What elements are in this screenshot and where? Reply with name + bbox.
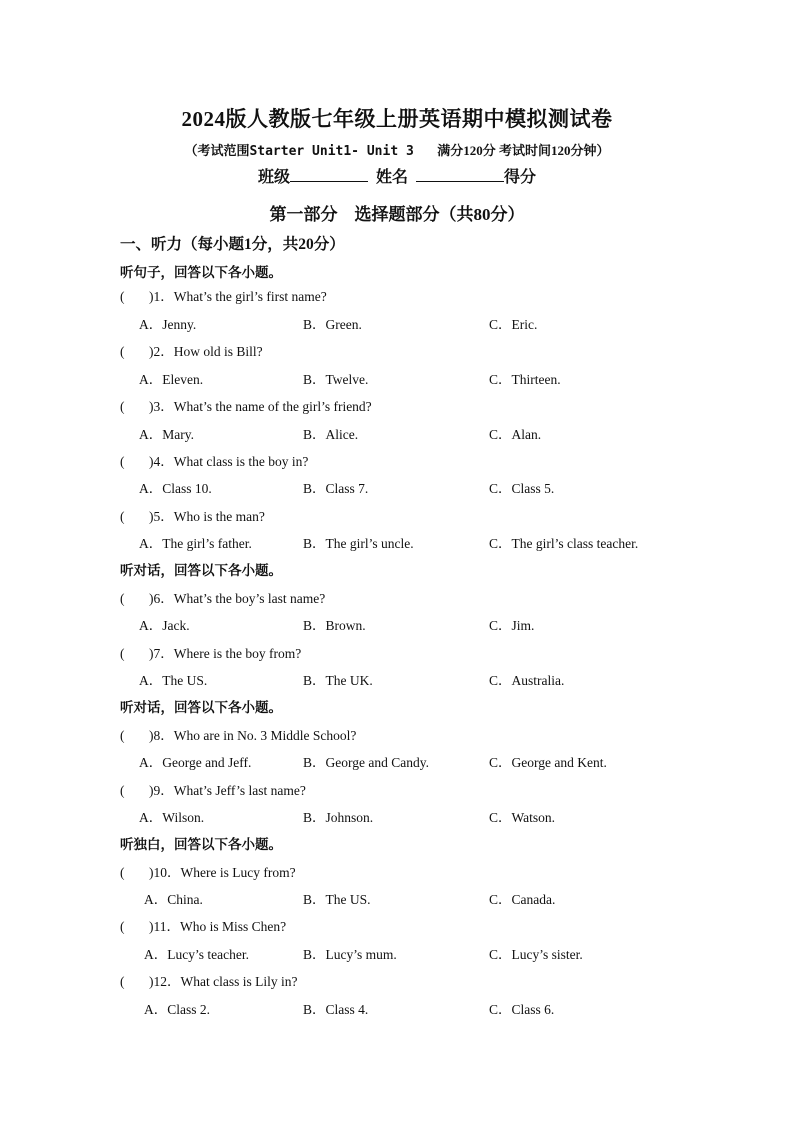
option-a: A．Class 2. bbox=[144, 1002, 211, 1017]
answer-paren[interactable]: ( bbox=[120, 344, 125, 359]
option-c: C．Eric. bbox=[489, 317, 538, 332]
exam-range: （考试范围Starter Unit1- Unit 3 bbox=[184, 144, 414, 159]
option-a: A．Jack. bbox=[139, 618, 190, 633]
question-text: )3．What’s the name of the girl’s friend? bbox=[149, 399, 372, 414]
class-blank[interactable] bbox=[290, 167, 368, 182]
question-text: )10．Where is Lucy from? bbox=[149, 865, 296, 880]
option-a: A．The girl’s father. bbox=[139, 536, 252, 551]
instruction-1: 听句子，回答以下各小题。 bbox=[120, 265, 282, 280]
option-b: B．Green. bbox=[303, 317, 362, 332]
option-c: C．Class 5. bbox=[489, 481, 555, 496]
question-7 bbox=[120, 642, 301, 662]
option-b: B．George and Candy. bbox=[303, 755, 429, 770]
option-b: B．Class 7. bbox=[303, 481, 369, 496]
option-c: C．Lucy’s sister. bbox=[489, 947, 583, 962]
part-title: 第一部分 选择题部分（共80分） bbox=[269, 205, 525, 224]
question-10 bbox=[120, 861, 296, 881]
question-3 bbox=[120, 395, 372, 415]
name-label: 姓名 bbox=[375, 169, 408, 186]
question-text: )9．What’s Jeff’s last name? bbox=[149, 783, 306, 798]
score-label: 得分 bbox=[504, 169, 537, 186]
question-text: )7．Where is the boy from? bbox=[149, 646, 302, 661]
option-a: A．Eleven. bbox=[139, 372, 204, 387]
option-c: C．Canada. bbox=[489, 892, 556, 907]
question-6 bbox=[120, 587, 325, 607]
section-title: 一、听力（每小题1分，共20分） bbox=[120, 236, 345, 253]
option-c: C．Jim. bbox=[489, 618, 535, 633]
option-a: A．The US. bbox=[139, 673, 208, 688]
question-text: )5．Who is the man? bbox=[149, 509, 265, 524]
option-c: C．Class 6. bbox=[489, 1002, 555, 1017]
option-a: A．China. bbox=[144, 892, 203, 907]
question-2 bbox=[120, 340, 263, 360]
option-c: C．Thirteen. bbox=[489, 372, 561, 387]
answer-paren[interactable]: ( bbox=[120, 728, 125, 743]
option-b: B．The girl’s uncle. bbox=[303, 536, 414, 551]
answer-paren[interactable]: ( bbox=[120, 974, 125, 989]
answer-paren[interactable]: ( bbox=[120, 454, 125, 469]
exam-score-time: 满分120分 考试时间120分钟） bbox=[437, 143, 610, 158]
option-a: A．Lucy’s teacher. bbox=[144, 947, 249, 962]
question-5 bbox=[120, 505, 265, 525]
answer-paren[interactable]: ( bbox=[120, 399, 125, 414]
option-a: A．George and Jeff. bbox=[139, 755, 252, 770]
question-text: )2．How old is Bill? bbox=[149, 344, 263, 359]
question-8 bbox=[120, 724, 356, 744]
exam-subtitle bbox=[0, 140, 794, 159]
instruction-2: 听对话，回答以下各小题。 bbox=[120, 563, 282, 578]
option-a: A．Class 10. bbox=[139, 481, 212, 496]
option-b: B．Brown. bbox=[303, 618, 366, 633]
question-text: )11．Who is Miss Chen? bbox=[149, 919, 287, 934]
question-text: )6．What’s the boy’s last name? bbox=[149, 591, 326, 606]
option-a: A．Wilson. bbox=[139, 810, 205, 825]
option-b: B．Lucy’s mum. bbox=[303, 947, 397, 962]
option-b: B．Twelve. bbox=[303, 372, 369, 387]
exam-title: 2024版人教版七年级上册英语期中模拟测试卷 bbox=[181, 107, 613, 131]
option-a: A．Mary. bbox=[139, 427, 194, 442]
option-b: B．The US. bbox=[303, 892, 371, 907]
question-text: )1．What’s the girl’s first name? bbox=[149, 289, 327, 304]
option-b: B．Johnson. bbox=[303, 810, 374, 825]
question-11 bbox=[120, 915, 286, 935]
option-c: C．Alan. bbox=[489, 427, 542, 442]
question-4 bbox=[120, 450, 308, 470]
answer-paren[interactable]: ( bbox=[120, 509, 125, 524]
class-label: 班级 bbox=[257, 169, 290, 186]
student-info-line bbox=[0, 164, 794, 187]
question-12 bbox=[120, 970, 297, 990]
option-c: C．Australia. bbox=[489, 673, 565, 688]
option-c: C．George and Kent. bbox=[489, 755, 607, 770]
option-c: C．The girl’s class teacher. bbox=[489, 536, 639, 551]
option-b: B．Alice. bbox=[303, 427, 359, 442]
question-9 bbox=[120, 779, 306, 799]
option-b: B．Class 4. bbox=[303, 1002, 369, 1017]
instruction-3: 听对话，回答以下各小题。 bbox=[120, 700, 282, 715]
option-b: B．The UK. bbox=[303, 673, 373, 688]
answer-paren[interactable]: ( bbox=[120, 289, 125, 304]
answer-paren[interactable]: ( bbox=[120, 783, 125, 798]
question-text: )8．Who are in No. 3 Middle School? bbox=[149, 728, 357, 743]
answer-paren[interactable]: ( bbox=[120, 591, 125, 606]
option-a: A．Jenny. bbox=[139, 317, 197, 332]
question-1 bbox=[120, 285, 327, 305]
question-text: )12．What class is Lily in? bbox=[149, 974, 298, 989]
answer-paren[interactable]: ( bbox=[120, 646, 125, 661]
answer-paren[interactable]: ( bbox=[120, 865, 125, 880]
question-text: )4．What class is the boy in? bbox=[149, 454, 309, 469]
answer-paren[interactable]: ( bbox=[120, 919, 125, 934]
name-blank[interactable] bbox=[416, 167, 504, 182]
option-c: C．Watson. bbox=[489, 810, 556, 825]
instruction-4: 听独白，回答以下各小题。 bbox=[120, 837, 282, 852]
